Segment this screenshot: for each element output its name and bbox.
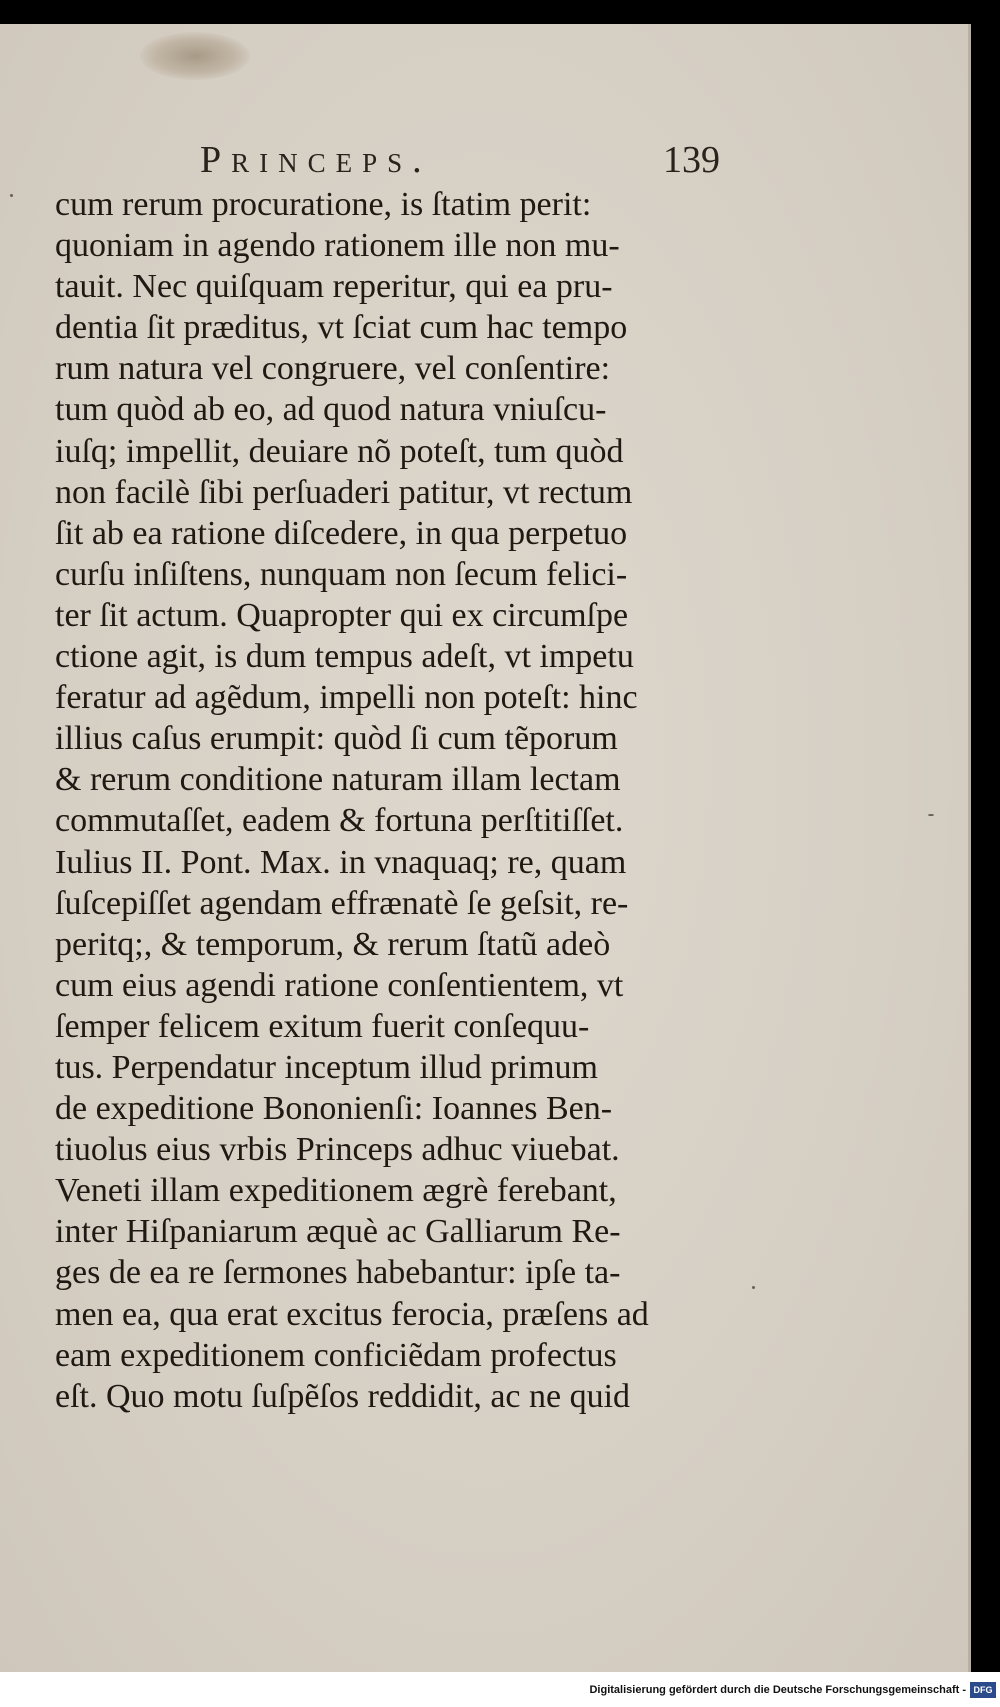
text-line: eſt. Quo motu ſuſpẽſos reddidit, ac ne quid xyxy=(55,1377,631,1415)
footer-bar xyxy=(0,1672,1000,1707)
text-line: Veneti illam expeditionem ægrè ferebant, xyxy=(55,1172,617,1210)
text-line: iuſq; impellit, deuiare nõ poteſt, tum quòd xyxy=(55,432,624,470)
text-line: ctione agit, is dum tempus adeſt, vt impetu xyxy=(55,638,634,676)
ink-speck xyxy=(928,814,934,816)
ink-speck xyxy=(752,1286,755,1289)
text-line: ter ſit actum. Quapropter qui ex circumſpe xyxy=(55,596,629,634)
text-line: peritq;, & temporum, & rerum ſtatũ adeò xyxy=(55,925,611,963)
text-line: illius caſus erumpit: quòd ſi cum tẽporum xyxy=(55,720,618,758)
text-line: dentia ſit præditus, vt ſciat cum hac tempo xyxy=(55,309,628,347)
dfg-logo: DFG xyxy=(970,1682,996,1698)
text-line: men ea, qua erat excitus ferocia, præſens ad xyxy=(55,1295,649,1333)
text-line: tiuolus eius vrbis Princeps adhuc viuebat. xyxy=(55,1131,620,1169)
text-line: ſemper felicem exitum fuerit conſequu- xyxy=(55,1007,590,1045)
text-line: Iulius II. Pont. Max. in vnaquaq; re, quam xyxy=(55,843,627,881)
text-line: ges de ea re ſermones habebantur: ipſe ta- xyxy=(55,1254,621,1292)
text-line: tus. Perpendatur inceptum illud primum xyxy=(55,1048,598,1086)
text-line: commutaſſet, eadem & fortuna perſtitiſſet. xyxy=(55,802,624,840)
text-line: tum quòd ab eo, ad quod natura vniuſcu- xyxy=(55,391,607,429)
running-title: Princeps. xyxy=(200,139,432,181)
ink-speck xyxy=(10,194,13,197)
book-page xyxy=(0,24,971,1672)
text-line: cum eius agendi ratione conſentientem, vt xyxy=(55,966,624,1004)
text-line: ſuſcepiſſet agendam effrænatè ſe geſsit, re- xyxy=(55,884,629,922)
text-line: & rerum conditione naturam illam lectam xyxy=(55,761,621,799)
text-line: eam expeditionem conficiẽdam profectus xyxy=(55,1336,617,1374)
running-header xyxy=(200,138,720,188)
page-number: 139 xyxy=(663,139,720,181)
text-line: tauit. Nec quiſquam reperitur, qui ea pru- xyxy=(55,268,613,306)
text-line: ſit ab ea ratione diſcedere, in qua perpetuo xyxy=(55,514,628,552)
text-line: de expeditione Bononienſi: Ioannes Ben- xyxy=(55,1090,613,1128)
text-line: curſu inſiſtens, nunquam non ſecum felici- xyxy=(55,555,628,593)
digitization-credit: Digitalisierung gefördert durch die Deutsche Forschungsgemeinschaft - xyxy=(589,1684,966,1696)
text-line: quoniam in agendo rationem ille non mu- xyxy=(55,227,620,265)
text-line: cum rerum procuratione, is ſtatim perit: xyxy=(55,186,592,223)
text-line: inter Hiſpaniarum æquè ac Galliarum Re- xyxy=(55,1213,621,1251)
text-line: feratur ad agẽdum, impelli non poteſt: hinc xyxy=(55,679,638,717)
page-stain xyxy=(140,32,250,80)
body-text xyxy=(55,184,745,1417)
text-line: non facilè ſibi perſuaderi patitur, vt rectum xyxy=(55,473,633,511)
text-line: rum natura vel congruere, vel conſentire: xyxy=(55,350,611,388)
